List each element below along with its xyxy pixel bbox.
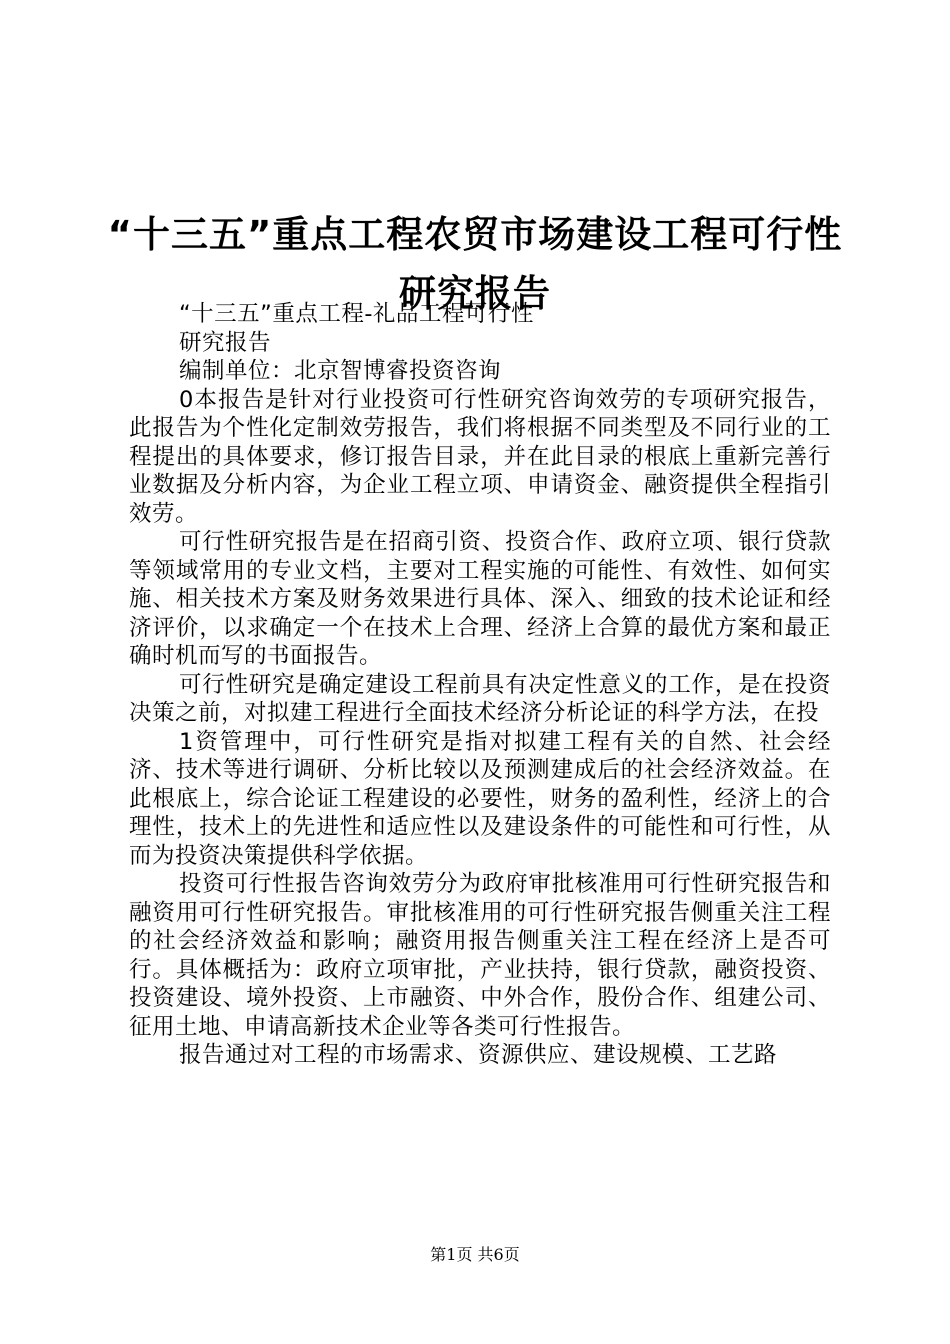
paragraph: 投资可行性报告咨询效劳分为政府审批核准用可行性研究报告和融资用可行性研究报告。审批核准用的可行性研究报告侧重关注工程的社会经济效益和影响；融资用报告侧重关注工程在经济上是否可行。具体概括为：政府立项审批，产业扶持，银行贷款，融资投资、投资建设、境外投资、上市融资、中外合作，股份合作、组建公司、征用土地、申请高新技术企业等各类可行性报告。 <box>129 871 831 1040</box>
subtitle-line-1: “十三五”重点工程-礼品工程可行性 <box>179 301 534 327</box>
paragraph: 报告通过对工程的市场需求、资源供应、建设规模、工艺路 <box>179 1042 778 1068</box>
paragraph: 可行性研究是确定建设工程前具有决定性意义的工作，是在投资决策之前，对拟建工程进行全面技术经济分析论证的科学方法，在投 <box>129 671 831 726</box>
paragraph: 可行性研究报告是在招商引资、投资合作、政府立项、银行贷款等领域常用的专业文档，主要对工程实施的可能性、有效性、如何实施、相关技术方案及财务效果进行具体、深入、细致的技术论证和经济评价，以求确定一个在技术上合理、经济上合算的最优方案和最正确时机而写的书面报告。 <box>129 529 831 669</box>
subtitle-line-2: 研究报告 <box>179 329 272 356</box>
document-body <box>129 300 831 1070</box>
paragraph: 0本报告是针对行业投资可行性研究咨询效劳的专项研究报告，此报告为个性化定制效劳报告，我们将根据不同类型及不同行业的工程提出的具体要求，修订报告目录，并在此目录的根底上重新完善行业数据及分析内容，为企业工程立项、申请资金、融资提供全程指引效劳。 <box>129 386 831 527</box>
document-title-line-1: “十三五”重点工程农贸市场建设工程可行性 <box>107 212 843 256</box>
compiling-unit: 编制单位：北京智博睿投资咨询 <box>179 358 502 384</box>
paragraph: 1资管理中，可行性研究是指对拟建工程有关的自然、社会经济、技术等进行调研、分析比较以及预测建成后的社会经济效益。在此根底上，综合论证工程建设的必要性，财务的盈利性，经济上的合理性，技术上的先进性和适应性以及建设条件的可能性和可行性，从而为投资决策提供科学依据。 <box>129 728 831 869</box>
document-title-line-2: 研究报告 <box>399 271 551 315</box>
page-footer: 第1页 共6页 <box>430 1245 520 1264</box>
